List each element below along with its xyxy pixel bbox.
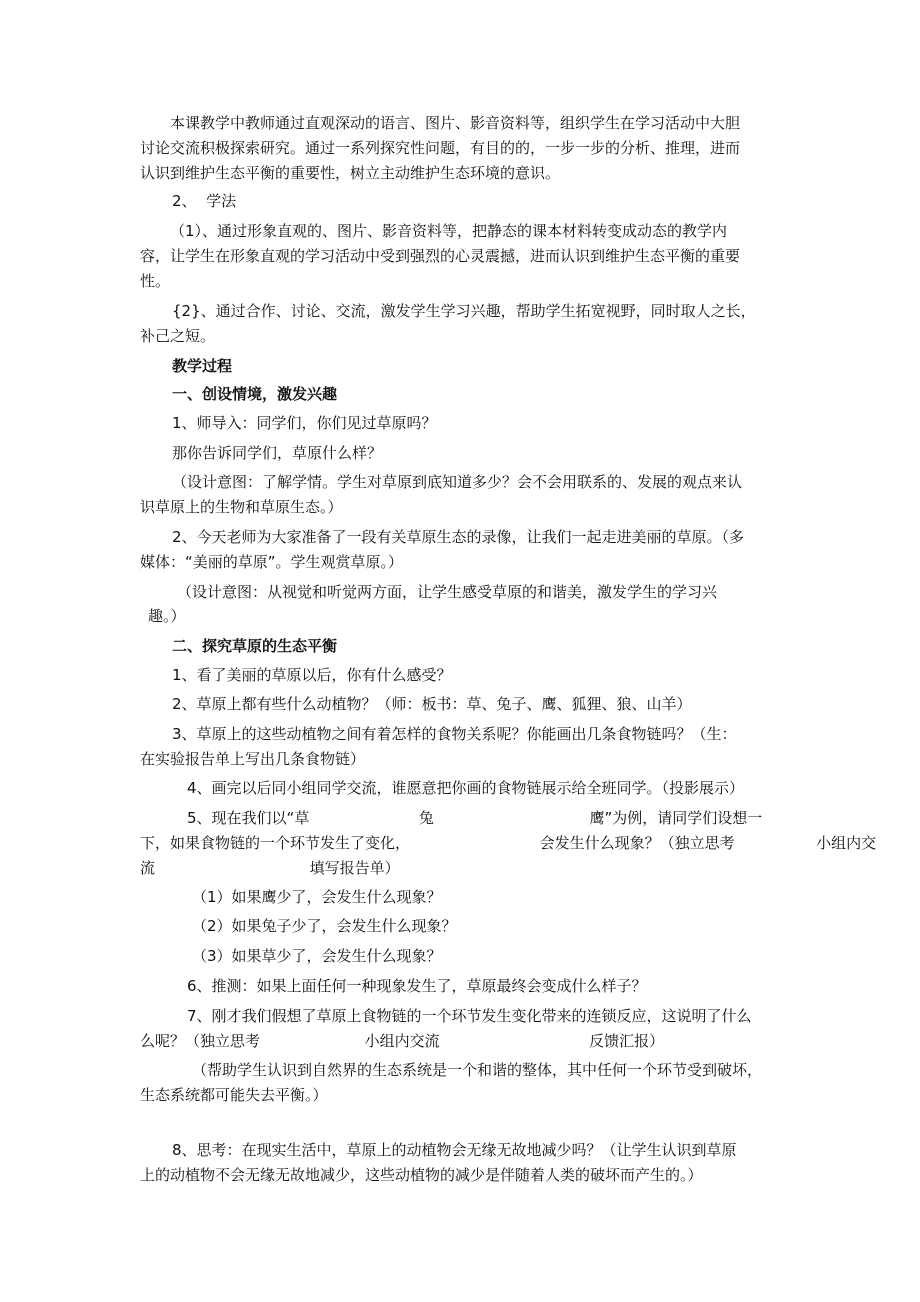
s2-note-line-1: （帮助学生认识到自然界的生态系统是一个和谐的整体，其中任何一个环节受到破坏， — [192, 1061, 763, 1079]
s1-item-3-line-1: 2、今天老师为大家准备了一段有关草原生态的录像，让我们一起走进美丽的草原。（多 — [172, 528, 745, 546]
question-1: （1）如果鹰少了，会发生什么现象？ — [192, 888, 442, 906]
s2-item-3-line-2: 在实验报告单上写出几条食物链） — [140, 750, 366, 768]
s2-item-8-line-1: 8、思考：在现实生活中，草原上的动植物会无缘无故地减少吗？（让学生认识到草原 — [172, 1141, 737, 1159]
s2-item-5-line-3 — [140, 856, 400, 880]
food-chain-eagle: 鹰”为例，请同学们设想一 — [589, 809, 763, 827]
s1-intent2-line-2: 趣。） — [148, 607, 186, 625]
s2-item-4: 4、画完以后同小组同学交流，谁愿意把你画的食物链展示给全班同学。（投影展示） — [187, 779, 745, 797]
xuefa-p1-line-1: （1）、通过形象直观的、图片、影音资料等，把静态的课本材料转变成动态的教学内 — [170, 222, 728, 240]
s1-intent-line-1: （设计意图：了解学情。学生对草原到底知道多少？会不会用联系的、发展的观点来认 — [172, 473, 743, 491]
xuefa-p1-line-3: 性。 — [140, 272, 171, 290]
xuefa-p2-line-1: {2}、通过合作、讨论、交流，激发学生学习兴趣，帮助学生拓宽视野，同时取人之长， — [172, 302, 756, 320]
s1-intent-line-2: 识草原上的生物和草原生态。） — [140, 498, 343, 516]
section-1-heading: 一、创设情境，激发兴趣 — [172, 385, 338, 403]
food-chain-grass: 5、现在我们以“草 — [187, 809, 310, 827]
s2-item-5-text-c: 小组内交 — [816, 834, 877, 852]
s1-item-1: 1、师导入：同学们，你们见过草原吗？ — [172, 414, 437, 432]
s2-item-5-line-2 — [140, 831, 876, 855]
xuefa-heading — [172, 189, 236, 213]
s2-item-7-text-c: 反馈汇报） — [589, 1032, 665, 1050]
question-3: （3）如果草少了，会发生什么现象？ — [192, 947, 442, 965]
s2-item-2: 2、草原上都有些什么动植物？（师：板书：草、兔子、鹰、狐狸、狼、山羊） — [172, 695, 692, 713]
s2-item-7-line-2 — [140, 1029, 664, 1053]
s1-item-2: 那你告诉同学们，草原什么样？ — [172, 444, 383, 462]
s2-item-7-line-1: 7、刚才我们假想了草原上食物链的一个环节发生变化带来的连锁反应，这说明了什么 — [187, 1007, 752, 1025]
s2-item-3-line-1: 3、草原上的这些动植物之间有着怎样的食物关系呢？你能画出几条食物链吗？（生： — [172, 725, 737, 743]
intro-line-2: 讨论交流积极探索研究。通过一系列探究性问题，有目的的，一步一步的分析、推理，进而 — [140, 139, 741, 157]
s2-note-line-2: 生态系统都可能失去平衡。） — [140, 1086, 328, 1104]
food-chain-rabbit: 兔 — [418, 809, 434, 827]
intro-line-1: 本课教学中教师通过直观深动的语言、图片、影音资料等，组织学生在学习活动中大胆 — [170, 114, 741, 132]
s2-item-6: 6、推测：如果上面任何一种现象发生了，草原最终会变成什么样子？ — [187, 977, 647, 995]
s1-intent2-line-1: （设计意图：从视觉和听觉两方面，让学生感受草原的和谐美，激发学生的学习兴 — [177, 583, 718, 601]
s2-item-5-text-d: 流 — [140, 859, 156, 877]
s2-item-5-text-e: 填写报告单） — [309, 859, 400, 877]
s2-item-5-text-b: 会发生什么现象？（独立思考 — [539, 834, 735, 852]
intro-line-3: 认识到维护生态平衡的重要性，树立主动维护生态环境的意识。 — [140, 164, 561, 182]
xuefa-heading-text: 2、 学法 — [172, 192, 237, 210]
s2-item-7-text-b: 小组内交流 — [364, 1032, 440, 1050]
s2-item-8-line-2: 上的动植物不会无缘无故地减少，这些动植物的减少是伴随着人类的破坏而产生的。） — [140, 1166, 703, 1184]
s2-item-5-text-a: 下，如果食物链的一个环节发生了变化， — [140, 834, 411, 852]
s2-item-1: 1、看了美丽的草原以后，你有什么感受？ — [172, 666, 452, 684]
s2-item-7-text-a: 么呢？（独立思考 — [140, 1032, 261, 1050]
xuefa-p1-line-2: 容，让学生在形象直观的学习活动中受到强烈的心灵震撼，进而认识到维护生态平衡的重要 — [140, 247, 741, 265]
section-title: 教学过程 — [172, 357, 233, 375]
s1-item-3-line-2: 媒体：“美丽的草原”。学生观赏草原。） — [140, 553, 404, 571]
xuefa-p2-line-2: 补己之短。 — [140, 327, 216, 345]
question-2: （2）如果兔子少了，会发生什么现象？ — [192, 917, 457, 935]
section-2-heading: 二、探究草原的生态平衡 — [172, 637, 338, 655]
s2-item-5-line-1 — [187, 806, 762, 830]
